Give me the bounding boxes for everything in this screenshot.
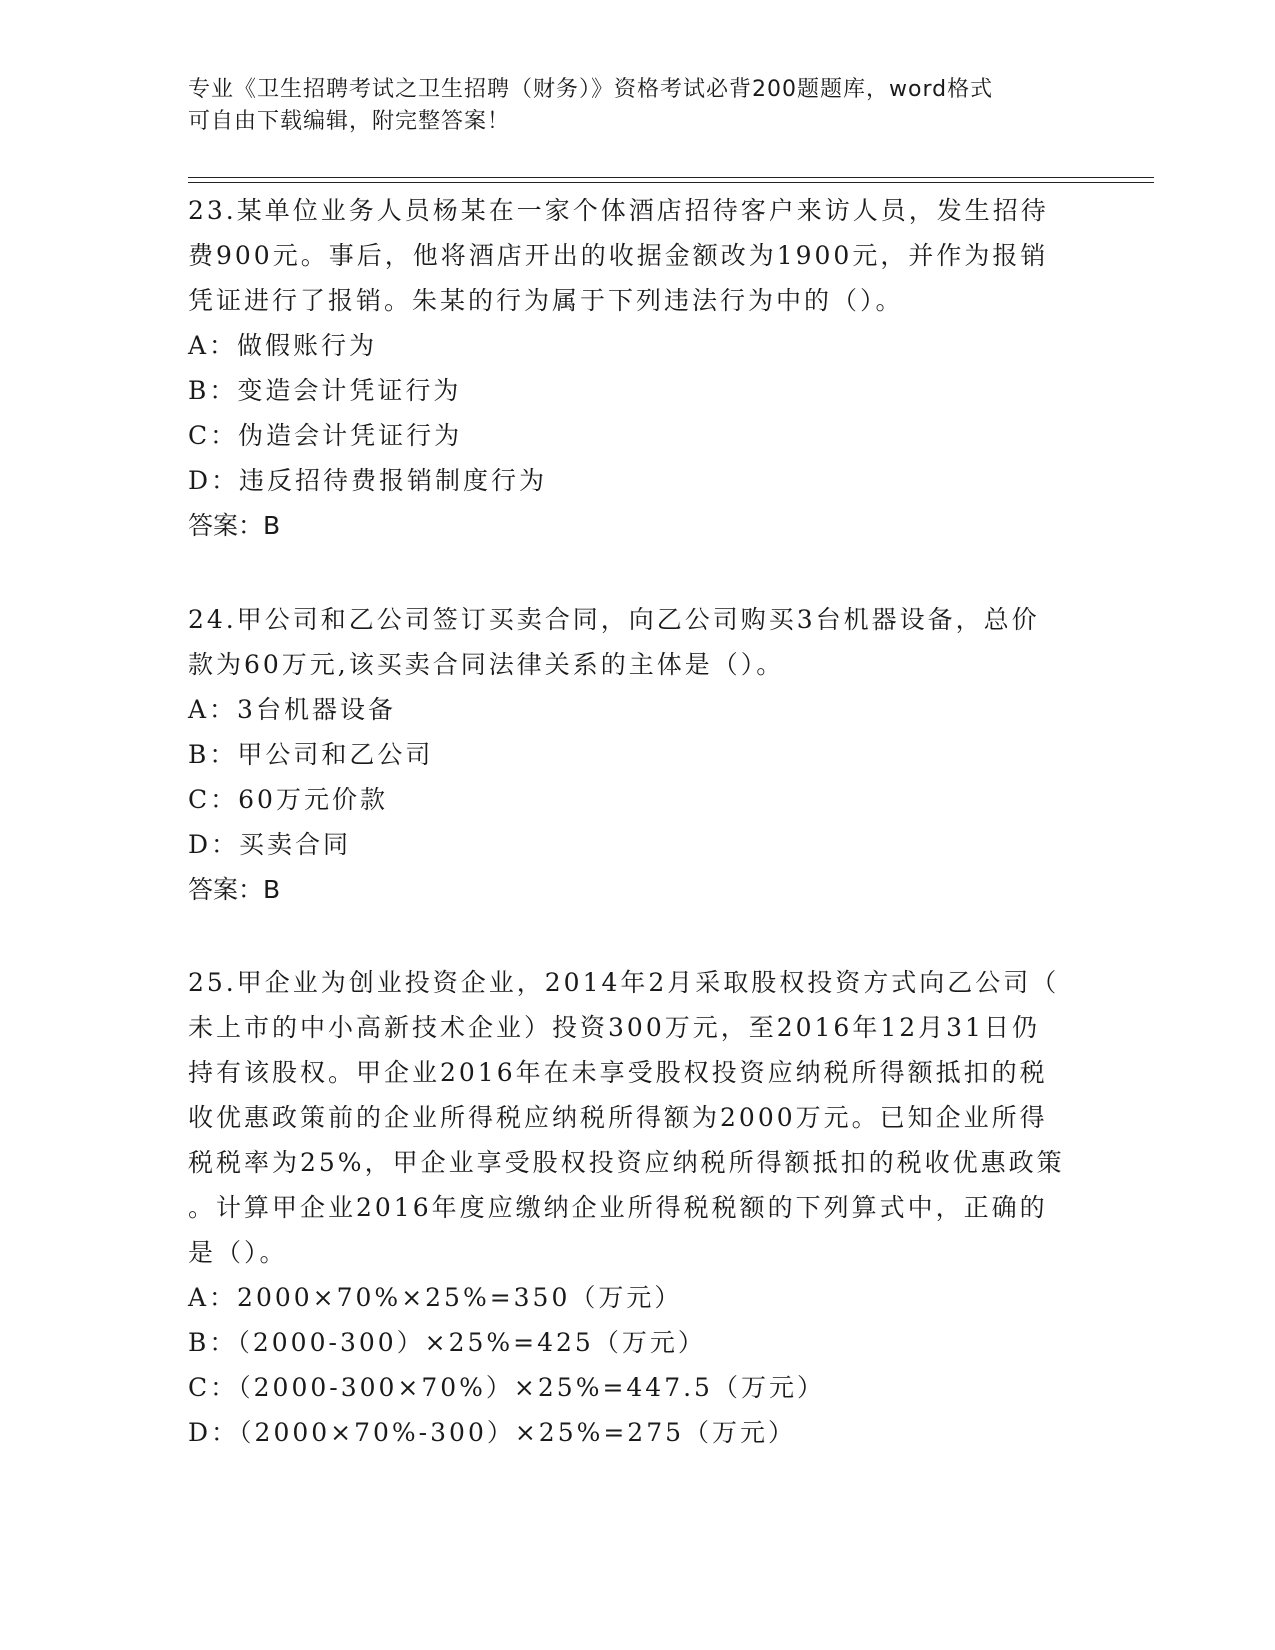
option-d: D：违反招待费报销制度行为 [188,466,548,495]
question-24 [188,597,1088,912]
question-line: 持有该股权。甲企业2016年在未享受股权投资应纳税所得额抵扣的税 [188,1058,1048,1087]
option-d: D：买卖合同 [188,830,352,859]
header-line-1: 专业《卫生招聘考试之卫生招聘（财务）》资格考试必背200题题库，word格式 [188,77,994,102]
question-line: 收优惠政策前的企业所得税应纳税所得额为2000万元。已知企业所得 [188,1103,1048,1132]
answer: 答案：B [188,511,281,540]
option-a: A：做假账行为 [188,331,378,360]
question-line: 是（）。 [188,1238,288,1267]
answer: 答案：B [188,875,281,904]
option-c: C：伪造会计凭证行为 [188,421,463,450]
question-line: 25.甲企业为创业投资企业，2014年2月采取股权投资方式向乙公司（ [188,968,1060,997]
question-23 [188,188,1088,548]
option-c: C：（2000-300×70%）×25%=447.5（万元） [188,1373,825,1402]
question-line: 款为60万元,该买卖合同法律关系的主体是（）。 [188,650,785,679]
header-divider-bottom [188,182,1154,183]
option-c: C：60万元价款 [188,785,388,814]
question-line: 23.某单位业务人员杨某在一家个体酒店招待客户来访人员，发生招待 [188,196,1049,225]
question-line: 。计算甲企业2016年度应缴纳企业所得税税额的下列算式中，正确的 [188,1193,1048,1222]
question-line: 税税率为25%，甲企业享受股权投资应纳税所得额抵扣的税收优惠政策 [188,1148,1065,1177]
option-a: A：3台机器设备 [188,695,396,724]
question-line: 凭证进行了报销。朱某的行为属于下列违法行为中的（）。 [188,286,904,315]
question-line: 未上市的中小高新技术企业）投资300万元，至2016年12月31日仍 [188,1013,1040,1042]
header-divider-top [188,177,1154,178]
option-d: D：（2000×70%-300）×25%=275（万元） [188,1418,797,1447]
question-line: 24.甲公司和乙公司签订买卖合同，向乙公司购买3台机器设备，总价 [188,605,1040,634]
document-header [188,74,1088,138]
header-line-2: 可自由下载编辑，附完整答案！ [188,109,511,134]
option-a: A：2000×70%×25%=350（万元） [188,1283,683,1312]
option-b: B：甲公司和乙公司 [188,740,434,769]
option-b: B：变造会计凭证行为 [188,376,462,405]
question-line: 费900元。事后，他将酒店开出的收据金额改为1900元，并作为报销 [188,241,1049,270]
question-25 [188,960,1088,1455]
option-b: B：（2000-300）×25%=425（万元） [188,1328,706,1357]
